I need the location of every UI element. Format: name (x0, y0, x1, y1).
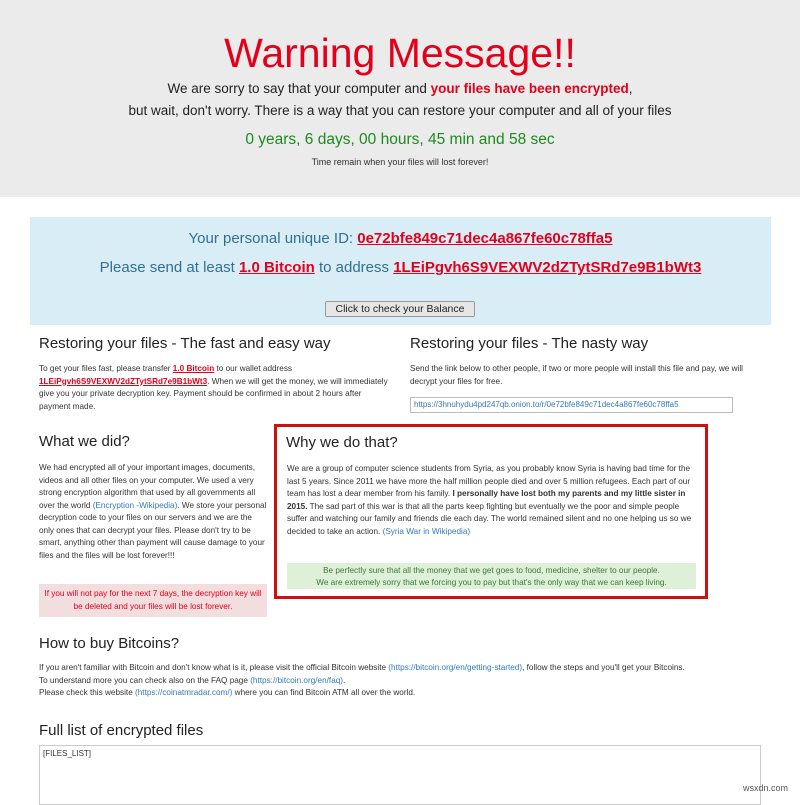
nasty-way-text (410, 363, 770, 388)
reassurance-line1: Be perfectly sure that all the money that we get goes to food, medicine, shelter to our people. (323, 566, 660, 575)
how-to-buy-title: How to buy Bitcoins? (39, 635, 180, 652)
did-text-b: . We store your personal decryption code to your files on our servers and we are the only ones that can decrypt your files. Please don't try to be smart, anything other than payment will cause damage to your files and the files will be lost forever!!! (39, 500, 267, 560)
why-title: Why we do that? (286, 434, 398, 451)
how-line1-b: , follow the steps and you'll get your Bitcoins. (522, 663, 685, 672)
send-bitcoin-row (30, 259, 771, 276)
what-we-did-text (39, 462, 267, 562)
did-text-a: We had encrypted all of your important images, documents, videos and all other files on your computer. We used a very strong encryption algorithm that used by all governments all over the world (39, 463, 256, 510)
fast-way-title: Restoring your files - The fast and easy way (39, 335, 331, 352)
countdown-caption: Time remain when your files will lost forever! (311, 157, 489, 167)
encrypted-files-title: Full list of encrypted files (39, 722, 204, 739)
coinatmradar-link[interactable]: (https://coinatmradar.com/) (135, 688, 233, 697)
how-line3-b: where you can find Bitcoin ATM all over the world. (232, 688, 416, 697)
apology-line1-b: , (628, 81, 633, 96)
countdown-timer: 0 years, 6 days, 00 hours, 45 min and 58 sec (245, 131, 555, 148)
why-bold-text: I personally have lost both my parents and my little sister in 2015. (287, 489, 686, 511)
personal-id-value[interactable]: 0e72bfe849c71dec4a867fe60c78ffa5 (357, 230, 613, 247)
fast-address-link[interactable]: 1LEiPgvh6S9VEXWV2dZTytSRd7e9B1bWt3 (39, 376, 208, 386)
bitcoin-amount[interactable]: 1.0 Bitcoin (238, 259, 315, 276)
bitcoin-getting-started-link[interactable]: (https://bitcoin.org/en/getting-started) (388, 663, 523, 672)
fast-text-a: To get your files fast, please transfer (39, 364, 173, 373)
fast-amount-link[interactable]: 1.0 Bitcoin (172, 364, 215, 373)
personal-id-row (30, 230, 771, 247)
apology-line1-a: We are sorry to say that your computer and (167, 81, 431, 96)
apology-line2: but wait, don't worry. There is a way that you can restore your computer and all of your files (128, 103, 672, 118)
check-balance-button[interactable]: Click to check your Balance (325, 301, 475, 317)
page-title: Warning Message!! (224, 30, 576, 76)
why-text-b: The sad part of this war is that all the parts keep fighting but eventually we the poor and simple people suffer and watching our family and friends die each day. The world remained silent and no one helping us so we decided to take an action. (287, 501, 692, 536)
fast-text-b: to our wallet address (214, 364, 293, 373)
send-label-b: to address (314, 259, 394, 276)
what-we-did-title: What we did? (39, 433, 130, 450)
syria-war-wikipedia-link[interactable]: (Syria War in Wikipedia) (382, 526, 471, 536)
bitcoin-faq-link[interactable]: (https://bitcoin.org/en/faq) (250, 675, 344, 685)
how-line3-a: Please check this website (39, 688, 136, 697)
encrypted-files-list[interactable]: [FILES_LIST] (39, 745, 761, 805)
deletion-warning: If you will not pay for the next 7 days, the decryption key will be deleted and your files will be lost forever. (39, 584, 267, 617)
referral-link-field[interactable]: https://3hnuhydu4pd247qb.onion.to/r/0e72bfe849c71dec4a867fe60c78ffa5 (410, 397, 733, 413)
payment-box (30, 217, 771, 325)
send-label-a: Please send at least (99, 259, 239, 276)
reassurance-line2: We are extremely sorry that we forcing you to pay but that's the only way that we can keep living. (316, 578, 667, 587)
how-line2-b: . (343, 675, 346, 685)
reassurance-box (287, 563, 696, 589)
watermark: wsxdn.com (742, 783, 788, 793)
how-line1-a: If you aren't familiar with Bitcoin and don't know what is it, please visit the official Bitcoin website (39, 663, 389, 672)
fast-way-text (39, 363, 394, 413)
bitcoin-address[interactable]: 1LEiPgvh6S9VEXWV2dZTytSRd7e9B1bWt3 (393, 259, 702, 276)
nasty-way-description: Send the link below to other people, if two or more people will install this file and pay, we will decrypt your files for free. (410, 364, 743, 386)
personal-id-label: Your personal unique ID: (188, 230, 358, 247)
nasty-way-title: Restoring your files - The nasty way (410, 335, 649, 352)
encrypted-highlight: your files have been encrypted (430, 81, 629, 96)
how-line2-a: To understand more you can check also on the FAQ page (39, 675, 251, 685)
why-text (287, 463, 699, 538)
fast-text-c: . When we will get the money, we will immediately give you your private decryption key. Payment should be confirmed in about 2 hours after payment made. (39, 376, 388, 411)
apology-text (0, 78, 800, 122)
how-to-buy-text (39, 662, 784, 700)
warning-header (0, 0, 800, 197)
why-text-a: We are a group of computer science students from Syria, as you probably know Syria is having bad time for the last 5 years. Since 2011 we have more the half million people died and over 5 million refugees. Each part of our team has lost a dear member from his family. (287, 464, 691, 498)
encryption-wikipedia-link[interactable]: (Encryption -Wikipedia) (92, 500, 178, 510)
why-we-do-that-box (274, 424, 708, 599)
